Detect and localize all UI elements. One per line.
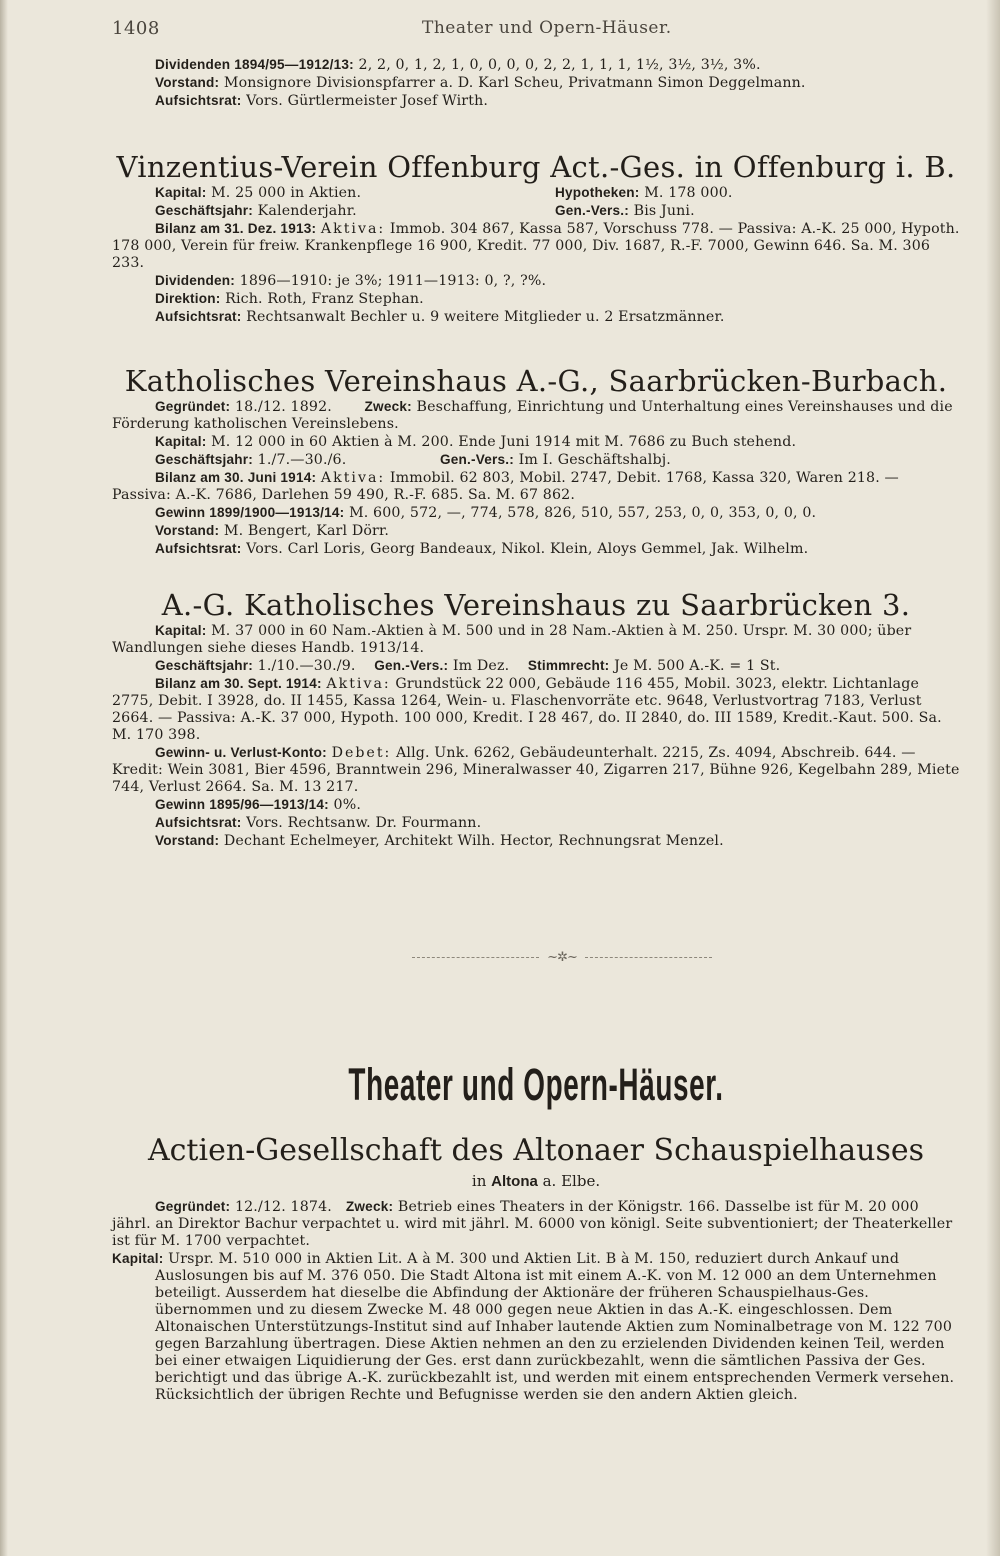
zweck-value: Beschaffung, Einrichtung und Unterhaltung eines Vereinshauses und die Förderung katholischen Vereinslebens. (112, 399, 953, 432)
guv-label: Gewinn- u. Verlust-Konto: (155, 745, 327, 760)
prev-supervisory-label: Aufsichtsrat: (155, 93, 242, 108)
divider-line-right (585, 957, 712, 958)
kapital-label: Kapital: (155, 434, 207, 449)
prev-dividends-label: Dividenden 1894/95—1912/13: (155, 57, 354, 72)
prev-dividends-value: 2, 2, 0, 1, 2, 1, 0, 0, 0, 0, 2, 2, 1, 1, 1, 1½, 3½, 3½, 3%. (358, 57, 761, 73)
aufsichtsrat (112, 308, 960, 326)
stimmrecht-value: Je M. 500 A.-K. = 1 St. (614, 658, 781, 674)
aufsichtsrat-value: Rechtsanwalt Bechler u. 9 weitere Mitglieder u. 2 Ersatzmänner. (246, 309, 725, 325)
dividenden (112, 272, 960, 290)
entry-title: A.-G. Katholisches Vereinshaus zu Saarbrücken 3. (161, 588, 911, 622)
kapital-value: M. 37 000 in 60 Nam.-Aktien à M. 500 und in 28 Nam.-Aktien à M. 250. Urspr. M. 30 000; über Wandlungen siehe dieses Handb. 1913/14. (112, 623, 912, 656)
kapital-label: Kapital: (155, 623, 207, 638)
aufsichtsrat-value: Vors. Rechtsanw. Dr. Fourmann. (246, 815, 482, 831)
gewinn-label: Gewinn 1895/96—1913/14: (155, 797, 329, 812)
kapital (112, 622, 960, 657)
entry-title: Actien-Gesellschaft des Altonaer Schauspielhauses (147, 1133, 925, 1168)
section-title: Theater und Opern-Häuser. (348, 1059, 724, 1110)
geschaeftsjahr-value: 1./10.—30./9. (257, 658, 356, 674)
bilanz-label: Bilanz am 30. Sept. 1914: (155, 676, 322, 691)
dividenden-value: 1896—1910: je 3%; 1911—1913: 0, ?, ?%. (239, 273, 547, 289)
gegruendet-zweck (112, 398, 960, 433)
prev-supervisory (112, 92, 960, 110)
kapital-label: Kapital: (155, 185, 207, 200)
aktiva-word: Aktiva: (326, 676, 391, 692)
genvers-value: Im I. Geschäftshalbj. (518, 452, 671, 468)
vorstand (112, 832, 960, 850)
section-divider (412, 950, 712, 964)
prev-dividends (112, 56, 960, 74)
entry-title: Katholisches Vereinshaus A.-G., Saarbrücken-Burbach. (124, 364, 948, 398)
zweck-label: Zweck: (364, 399, 412, 414)
bilanz (112, 469, 960, 504)
geschaeftsjahr-label: Geschäftsjahr: (155, 452, 253, 467)
bilanz (112, 675, 960, 744)
debet-word: Debet: (331, 745, 392, 761)
gewinn-value: 0%. (333, 797, 362, 813)
guv (112, 744, 960, 796)
entry-saarbruecken (112, 588, 960, 850)
vorstand-value: Dechant Echelmeyer, Architekt Wilh. Hector, Rechnungsrat Menzel. (223, 833, 724, 849)
genvers-label: Gen.-Vers.: (440, 452, 514, 467)
geschaeftsjahr-value: 1./7.—30./6. (257, 452, 347, 468)
vorstand-value: M. Bengert, Karl Dörr. (223, 523, 390, 539)
prev-supervisory-value: Vors. Gürtlermeister Josef Wirth. (246, 93, 489, 109)
page-edge-shadow (986, 0, 1000, 1556)
entry-title: Vinzentius-Verein Offenburg Act.-Ges. in Offenburg i. B. (116, 150, 956, 184)
direktion-label: Direktion: (155, 291, 221, 306)
guv-value: Allg. Unk. 6262, Gebäudeunterhalt. 2215, Zs. 4094, Abschreib. 644. — Kredit: Wein 3081, Bier 4596, Branntwein 296, Mineralwasser 40, Zigarren 217, Bühne 926, Kegelbahn 289, Miete 744, Verlust 2664. Sa. M. 13 217. (112, 745, 960, 795)
zweck-value: Betrieb eines Theaters in der Königstr. 166. Dasselbe ist für M. 20 000 jährl. an Direktor Bachur verpachtet u. wird mit jährl. M. 6000 von königl. Seite subventioniert; der Theaterkeller ist für M. 1700 verpachtet. (112, 1199, 953, 1249)
aufsichtsrat (112, 540, 960, 558)
vorstand (112, 522, 960, 540)
aktiva-word: Aktiva: (320, 470, 386, 486)
entry-altona (112, 1133, 960, 1404)
aufsichtsrat-label: Aufsichtsrat: (155, 309, 242, 324)
geschaeftsjahr-row (112, 451, 960, 469)
prev-entry (112, 56, 960, 110)
gegruendet-value: 12./12. 1874. (234, 1199, 332, 1215)
location-city: Altona (491, 1173, 538, 1190)
aufsichtsrat-value: Vors. Carl Loris, Georg Bandeaux, Nikol. Klein, Aloys Gemmel, Jak. Wilhelm. (246, 541, 809, 557)
stimmrecht-label: Stimmrecht: (527, 658, 610, 673)
gegruendet-zweck (112, 1198, 960, 1250)
bilanz-label: Bilanz am 30. Juni 1914: (155, 470, 317, 485)
geschaeftsjahr-row (112, 202, 960, 220)
gegruendet-value: 18./12. 1892. (234, 399, 332, 415)
aufsichtsrat (112, 814, 960, 832)
gegruendet-label: Gegründet: (155, 399, 231, 414)
location-suffix: a. Elbe. (542, 1172, 601, 1190)
divider-ornament-icon: ~✲~ (547, 949, 577, 965)
aufsichtsrat-label: Aufsichtsrat: (155, 815, 242, 830)
geschaeftsjahr-value: Kalenderjahr. (257, 203, 357, 219)
aufsichtsrat-label: Aufsichtsrat: (155, 541, 242, 556)
geschaeftsjahr-label: Geschäftsjahr: (155, 658, 253, 673)
zweck-label: Zweck: (345, 1199, 394, 1214)
kapital-value: Urspr. M. 510 000 in Aktien Lit. A à M. 300 und Aktien Lit. B à M. 150, reduziert durch Ankauf und Auslosungen bis auf M. 376 050. Die Stadt Altona ist mit einem A.-K. von M. 12 000 an dem Unternehmen beteiligt. Ausserdem hat dieselbe die Abfindung der Aktionäre der früheren Schauspielhaus-Ges. übernommen und zu diesem Zwecke M. 48 000 gegen neue Aktien in das A.-K. eingeschlossen. Dem Altonaischen Unterstützungs-Institut sind auf Inhaber lautende Aktien zum Nominalbetrage von M. 122 700 gegen Barzahlung übertragen. Diese Aktien nehmen an den zu erzielenden Dividenden keinen Teil, werden bei einer etwaigen Liquidierung der Ges. erst dann zurückbezahlt, wenn die sämtlichen Passiva der Ges. berichtigt und das übrige A.-K. zurückbezahlt ist, und werden mit einem entsprechenden Vermerk versehen. Rücksichtlich der übrigen Rechte und Befugnisse werden sie den andern Aktien gleich. (155, 1251, 955, 1403)
dividenden-label: Dividenden: (155, 273, 235, 288)
entry-burbach (112, 364, 960, 558)
bilanz (112, 220, 960, 272)
gewinn (112, 796, 960, 814)
genvers-label: Gen.-Vers.: (374, 658, 449, 673)
genvers-value: Im Dez. (452, 658, 510, 674)
prev-board-label: Vorstand: (155, 75, 220, 90)
kapital-row (112, 184, 960, 202)
kapital-value: M. 12 000 in 60 Aktien à M. 200. Ende Juni 1914 mit M. 7686 zu Buch stehend. (211, 434, 797, 450)
kapital (112, 1250, 960, 1404)
location-prefix: in (471, 1172, 487, 1190)
aktiva-word: Aktiva: (320, 221, 386, 237)
gegruendet-label: Gegründet: (155, 1199, 231, 1214)
kapital (112, 433, 960, 451)
bilanz-label: Bilanz am 31. Dez. 1913: (155, 221, 317, 236)
running-title: Theater und Opern-Häuser. (422, 18, 672, 38)
direktion-value: Rich. Roth, Franz Stephan. (225, 291, 424, 307)
bilanz-value: Immobil. 62 803, Mobil. 2747, Debit. 1768, Kassa 320, Waren 218. — Passiva: A.-K. 7686, Darlehen 59 490, R.-F. 685. Sa. M. 67 862. (112, 470, 899, 503)
vorstand-label: Vorstand: (155, 833, 220, 848)
prev-board-value: Monsignore Divisionspfarrer a. D. Karl Scheu, Privatmann Simon Deggelmann. (223, 75, 806, 91)
kapital-value: M. 25 000 in Aktien. (211, 185, 362, 201)
direktion (112, 290, 960, 308)
kapital-label: Kapital: (112, 1251, 164, 1266)
gewinn-label: Gewinn 1899/1900—1913/14: (155, 505, 345, 520)
hypotheken-value: M. 178 000. (644, 185, 733, 201)
vorstand-label: Vorstand: (155, 523, 220, 538)
running-head (112, 14, 960, 44)
page-gutter-shadow (0, 0, 8, 1556)
page-number: 1408 (112, 18, 160, 39)
bilanz-value: Grundstück 22 000, Gebäude 116 455, Mobil. 3023, elektr. Lichtanlage 2775, Debit. I 3928, do. II 1455, Kassa 1264, Wein- u. Flaschenvorräte etc. 9648, Verlustvortrag 7183, Verlust 2664. — Passiva: A.-K. 37 000, Hypoth. 100 000, Kredit. I 28 467, do. II 2840, do. III 1589, Kredit.-Kaut. 500. Sa. M. 170 398. (112, 676, 942, 743)
genvers-value: Bis Juni. (633, 203, 695, 219)
divider-line-left (412, 957, 539, 958)
geschaeftsjahr-row (112, 657, 960, 675)
prev-board (112, 74, 960, 92)
bilanz-value: Immob. 304 867, Kassa 587, Vorschuss 778. — Passiva: A.-K. 25 000, Hypoth. 178 000, Verein für freiw. Krankenpflege 16 900, Kredit. 77 000, Div. 1687, R.-F. 7000, Gewinn 646. Sa. M. 306 233. (112, 221, 960, 271)
gewinn (112, 504, 960, 522)
gewinn-value: M. 600, 572, —, 774, 578, 826, 510, 557, 253, 0, 0, 353, 0, 0, 0. (349, 505, 817, 521)
entry-vinzentius (112, 150, 960, 326)
entry-location (112, 1171, 960, 1192)
hypotheken-label: Hypotheken: (555, 185, 640, 200)
geschaeftsjahr-label: Geschäftsjahr: (155, 203, 253, 218)
genvers-label: Gen.-Vers.: (555, 203, 629, 218)
